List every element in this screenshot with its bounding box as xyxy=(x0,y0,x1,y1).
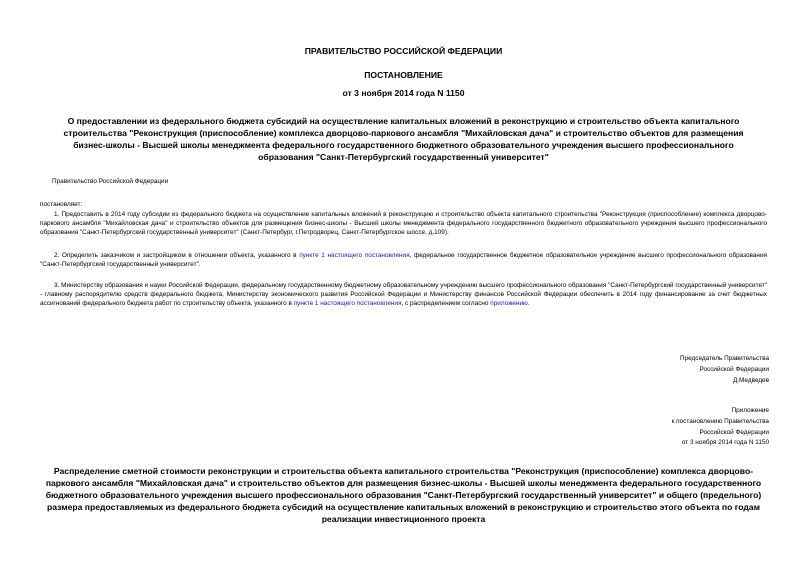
appendix-ref: к постановлению Правительства xyxy=(671,417,769,425)
document-title: О предоставлении из федерального бюджета субсидий на осуществление капитальных вложений в реконструкцию и строительство объекта капитального строительства "Реконструкция (приспособление) комплекса дворцово-паркового ансамбля "Михайловская дача" и строительство объектов для размещения бизнес-школы - Высшей школы менеджмента федерального государственного бюджетного образовательного учреждения высшего профессионального образования "Санкт-Петербургский государственный университет" xyxy=(63,116,744,162)
link-point-1[interactable]: пункте 1 настоящего постановления xyxy=(299,252,410,259)
appendix-header xyxy=(672,406,769,449)
decides-label: постановляет: xyxy=(40,201,83,208)
document-date: от 3 ноября 2014 года N 1150 xyxy=(342,88,465,98)
paragraph-3-text-mid: , с распределением согласно xyxy=(401,300,491,308)
signature-block xyxy=(680,354,769,386)
appendix-date: от 3 ноября 2014 года N 1150 xyxy=(681,439,769,447)
link-point-1[interactable]: пункте 1 настоящего постановления xyxy=(293,300,402,308)
paragraph-1-text: 1. Предоставить в 2014 году субсидии из федерального бюджета на осуществление капитальных вложений в реконструкцию и строительство объекта капитального строительства "Реконструкция (приспособление) комплекса дворцово-паркового ансамбля "Михайловская дача" и строительство объектов для размещения бизнес-школы - Высшей школы менеджмента федерального государственного бюджетного образовательного учреждения высшего профессионального образования "Санкт-Петербургский государственный университет" (Санкт-Петербург, г.Петродворец, Санкт-Петербургское шоссе, д.109). xyxy=(40,211,767,237)
signature-position: Председатель Правительства xyxy=(680,355,769,362)
appendix-label: Приложение xyxy=(731,407,769,414)
paragraph-3-text-end: . xyxy=(527,300,530,308)
document-type: ПОСТАНОВЛЕНИЕ xyxy=(364,70,443,80)
paragraph-1 xyxy=(40,210,767,238)
signature-country: Российской Федерации xyxy=(699,365,769,373)
paragraph-3 xyxy=(40,281,767,309)
appendix-title: Распределение сметной стоимости реконструкции и строительства объекта капитального строительства "Реконструкция (приспособление) комплекса дворцово-паркового ансамбля "Михайловская дача" и строительство объектов для размещения бизнес-школы - Высшей школы менеджмента федерального государственного бюджетного образовательного учреждения высшего профессионального образования "Санкт-Петербургский государственный университет" и общего (предельного) размера предоставляемых из федерального бюджета субсидий на осуществление капитальных вложений в реконструкцию и строительство этого объекта по годам реализации инвестиционного проекта xyxy=(45,466,762,524)
paragraph-2-text: 2. Определить заказчиком и застройщиком в отношении объекта, указанного в xyxy=(54,252,300,259)
government-heading: ПРАВИТЕЛЬСТВО РОССИЙСКОЙ ФЕДЕРАЦИИ xyxy=(304,46,503,56)
signature-name: Д.Медведев xyxy=(732,376,769,384)
link-appendix[interactable]: приложению xyxy=(490,300,528,308)
government-line: Правительство Российской Федерации xyxy=(52,178,169,185)
paragraph-2-text-end: , федеральное государственное бюджетное образовательное учреждение высшего профессионального образования "Санкт-Петербургский государственный университет". xyxy=(40,252,767,269)
appendix-country: Российской Федерации xyxy=(699,428,769,436)
paragraph-2 xyxy=(40,251,767,269)
paragraph-3-text: 3. Министерству образования и науки Российской Федерации, федеральному государственному бюджетному образовательному учреждению высшего профессионального образования "Санкт-Петербургский государственный университет" - главному распорядителю средств федерального бюджета, Министерству экономического развития Российской Федерации и Министерству финансов Российской Федерации обеспечить в 2014 году финансирование за счет бюджетных ассигнований федерального бюджета работ по строительству объекта, указанного в xyxy=(40,282,767,308)
